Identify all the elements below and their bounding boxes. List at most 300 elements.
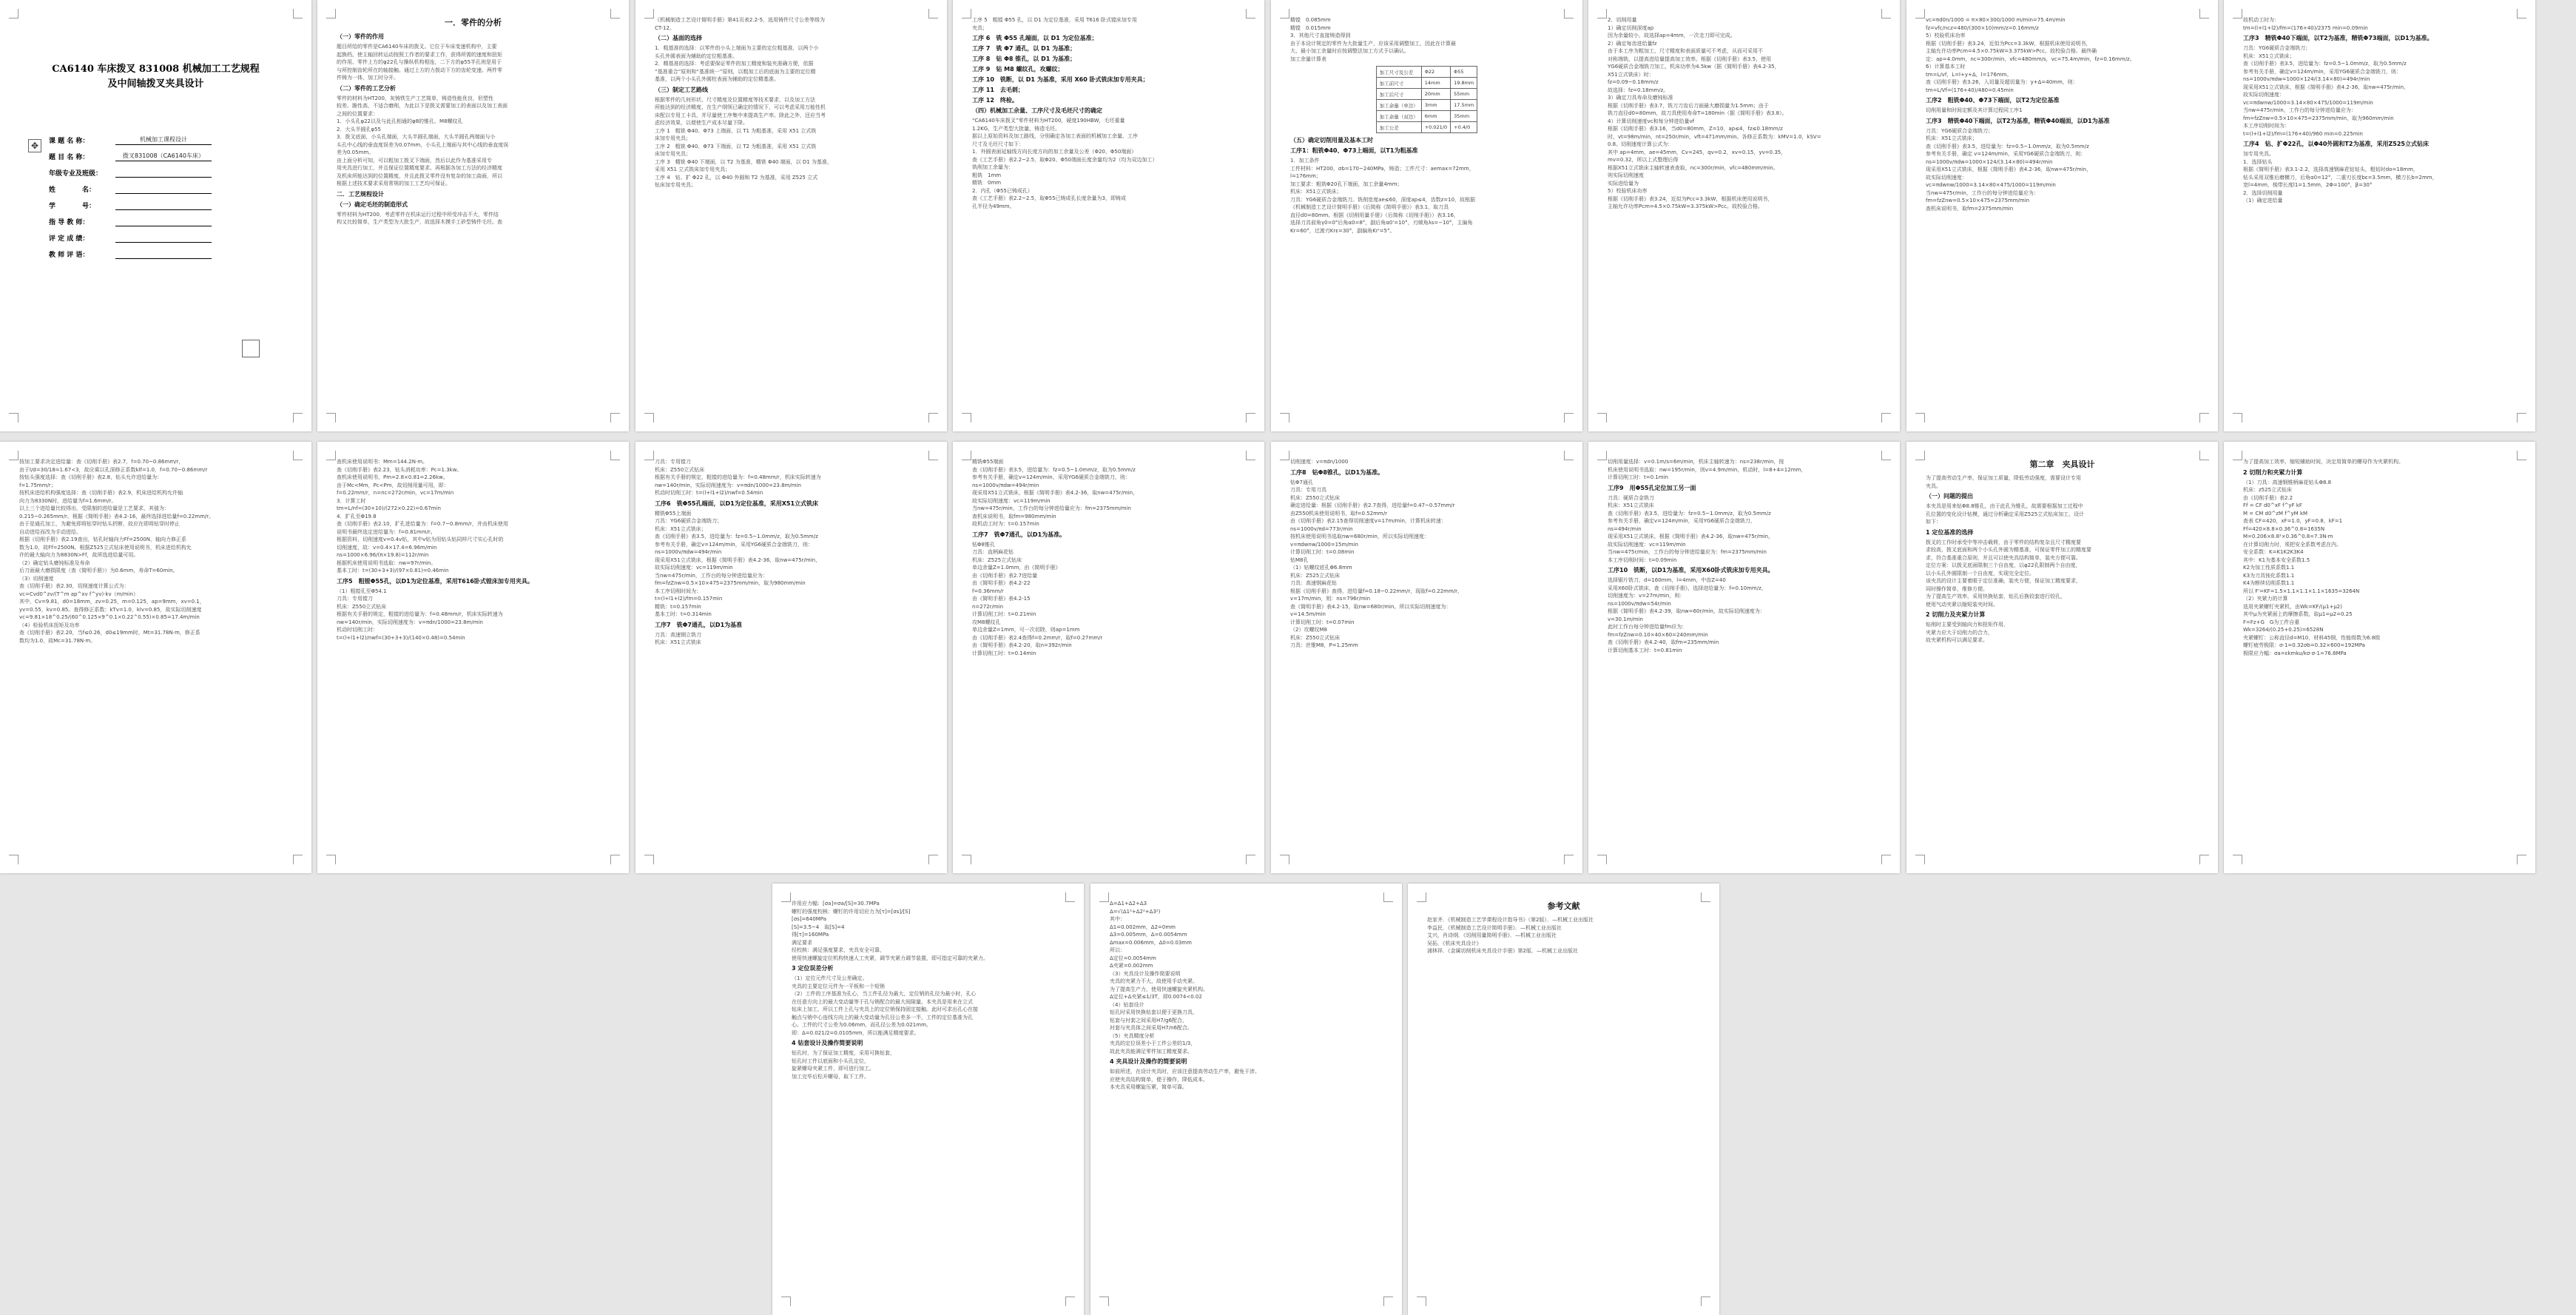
text-line: 据以上原始资料及加工路线，分别确定各加工表面的机械加工余量、工序 xyxy=(972,133,1138,139)
crop-mark xyxy=(644,451,654,460)
text-line: 对称端铣，以提高进给量提高加工效率。根据《切削手册》表3.5，使用 xyxy=(1608,56,1772,62)
table-row xyxy=(1376,89,1477,100)
cover-field-value[interactable] xyxy=(115,201,212,210)
text-line: 查《切削手册》表3.5，进给量为：fz=0.5~1.0mm/z，取为0.5mm/z xyxy=(2243,61,2407,67)
text-line: 根据《切削手册》查得，进给量f=0.18~0.22mm/r，现取f=0.22mm/r， xyxy=(1290,588,1463,594)
crop-mark xyxy=(928,451,938,460)
table-cell: 6mm xyxy=(1421,111,1450,122)
text-line: 钻孔时，为了保证加工精度，采用可换钻套， xyxy=(792,1050,895,1056)
text-line: n=272r/min xyxy=(972,603,1004,610)
text-line: ns=1000v/πdw=1000×124/(3.14×80)=494r/min xyxy=(1926,158,2053,165)
text-line: （2）工件的工序基准为孔心，当工件孔径为最大，定位销的孔径为最小时，孔心 xyxy=(792,991,977,997)
text-line: 单边余量Z=1.0mm，由《简明手册》 xyxy=(972,565,1061,571)
crop-mark xyxy=(293,413,303,423)
text-line: nw=140r/min，实际切削速度为：v=πdn/1000=23.8m/min xyxy=(337,619,483,625)
cover-field-label: 姓 名： xyxy=(49,186,96,194)
text-line: 衬套与夹具体之间采用H7/n6配合。 xyxy=(1110,1025,1193,1031)
text-line: 《机械制造工艺设计简明手册》（后简称《简明手册》）表3.1，取刀具 xyxy=(1290,204,1449,210)
document-page[interactable] xyxy=(0,442,311,873)
text-line: vc=πd0n/1000 = π×80×300/1000 m/min=75.4m/min xyxy=(1926,17,2066,23)
text-line: 根据《切削手册》表3.24，近似为Pcc=3.3kW，根据机床使用说明书， xyxy=(1608,195,1773,202)
text-line: Kr=60°，过渡刃Krε=30°，副偏角Kr'=5°。 xyxy=(1290,227,1395,234)
text-line: 加专用夹具。 xyxy=(2243,151,2274,157)
crop-mark xyxy=(293,451,303,460)
text-line: 加工完毕后松开螺母，取下工件。 xyxy=(792,1073,869,1080)
crop-mark xyxy=(1065,892,1075,902)
section-subheading: 工序8 钻Φ8锥孔，以D1为基准。 xyxy=(1290,468,1384,476)
text-line: 由上面分析可知，可以粗加工拨叉下端面，然后以此作为基准采用专 xyxy=(337,157,492,164)
text-line: 钻M8孔 xyxy=(1290,556,1309,563)
text-line: 由《简明手册》表4.2-20，取n=392r/min xyxy=(972,642,1072,648)
text-line: 床加专用夹具； xyxy=(655,135,691,141)
section-subheading: 3 定位误差分析 xyxy=(792,965,834,972)
document-page[interactable] xyxy=(953,442,1264,873)
text-line: 精铣 0mm xyxy=(972,180,1002,186)
document-page[interactable] xyxy=(317,0,629,431)
text-line: Ff=420×8.8×0.36^0.8=1635N xyxy=(2243,525,2325,532)
text-line: 则实际切削速度 xyxy=(1608,172,1644,178)
text-line: 0.8。切削速度计算公式为： xyxy=(1608,141,1673,147)
text-line: 为了提高生产力，使用快速螺旋夹紧机构。 xyxy=(1110,986,1208,992)
text-line: 根据有关手册的规定，粗镗的进给量为：f=0.48mm/r，机床实际转速为 xyxy=(655,474,821,480)
text-line: Wk=3264/(0.25+0.25)=6528N xyxy=(2243,627,2324,633)
text-line: 夹具。 xyxy=(1926,482,1941,489)
text-line: 刀具：YG6硬质合金端铣刀； xyxy=(655,518,723,524)
document-page[interactable] xyxy=(635,442,947,873)
text-line: 之间的位置要求： xyxy=(337,110,378,117)
crop-mark xyxy=(2517,413,2526,423)
text-line: 计算切削工时：t=0.08min xyxy=(1290,549,1355,555)
document-page[interactable] xyxy=(1090,884,1402,1315)
text-line: 为了提高劳动生产率，保证加工质量，降低劳动强度，需要设计专用 xyxy=(1926,475,2081,481)
section-subheading: 4 夹具设计及操作的简要说明 xyxy=(1110,1058,1187,1065)
crop-mark xyxy=(928,413,938,423)
section-subheading: 二．工艺规程设计 xyxy=(337,190,384,198)
cover-field-value[interactable] xyxy=(115,184,212,194)
text-line: nw=140r/min，实际切削速度为：v=πdn/1000=23.8m/min xyxy=(655,482,801,488)
text-line: 4）计算切削速度vc和每分钟进给量vf xyxy=(1608,118,1695,124)
text-line: 由《简明手册》表4.2-15 xyxy=(972,596,1031,602)
table-row xyxy=(1376,111,1477,122)
document-page[interactable] xyxy=(635,0,947,431)
text-line: 计算切削工时：t=0.07min xyxy=(1290,619,1355,625)
crop-mark xyxy=(1915,413,1925,423)
text-line: 根据《切削手册》表3.7，铣刀刀齿后刀面最大磨损量为1.5mm；由于 xyxy=(1608,102,1769,109)
text-line: 现采用X51立式铣床，根据《简明手册》表4.2-36，取nw=475r/min， xyxy=(1926,167,2092,172)
text-line: M=0.206×8.8²×0.36^0.8=7.3N·m xyxy=(2243,534,2333,539)
crop-mark xyxy=(1881,413,1891,423)
text-line: 如前所述，在设计夹具时，应该注意提高劳动生产率，避免干涉。 xyxy=(1110,1069,1260,1074)
text-line: 1．粗基准的选择：以零件的小头上端面为主要的定位粗基准，以两个小 xyxy=(655,45,819,51)
crop-mark xyxy=(2233,451,2242,460)
text-line: 机床使用说明书选取：nw=195r/min，则v=4.9m/min，机动时，l=8+4=12mm， xyxy=(1608,466,1807,473)
text-line: “CA6140车床拨叉”零件材料为HT200，硬度190HBW，毛坯重量 xyxy=(972,118,1125,124)
crop-mark xyxy=(9,855,18,864)
crop-mark xyxy=(1280,9,1289,19)
section-subheading: 工序 11 去毛刺； xyxy=(972,87,1024,93)
text-line: 床配以专用工卡具，并尽量使工序集中来提高生产率。除此之外，还应当考 xyxy=(655,112,826,118)
text-line: 根据《简明手册》表4.2-39，取nw=60r/min，故实际切削速度为： xyxy=(1608,608,1765,614)
cover-title xyxy=(19,62,292,92)
text-line: 切削用量选择：v=0.1m/s=6m/min，机床主轴转速为：ns=238r/min，按 xyxy=(1608,459,1784,465)
text-line: fm=fzZnw=0.5×10×475=2375mm/min xyxy=(1926,198,2030,204)
text-line: 机床：X51立式铣床； xyxy=(1290,189,1342,195)
text-line: 工序 5 粗镗 Φ55 孔，以 D1 为定位基准，采用 T616 卧式镗床加专用 xyxy=(972,17,1137,23)
text-line: 机动时切削工时： xyxy=(337,627,378,633)
text-line: 根据机床使用说明书选取：nw=97r/min。 xyxy=(337,559,436,566)
text-line: 件铸为一体，加工时分开。 xyxy=(337,75,399,81)
section-subheading: 2 切削力及夹紧力计算 xyxy=(1926,611,1986,618)
table-header-cell: Φ22 xyxy=(1421,67,1450,78)
text-line: 在任意方向上的最大变动量等于孔与销配合的最大间隙量。本夹具是用来在立式 xyxy=(792,998,973,1005)
text-line: “基准重合”原则和“基准统一”原则，以粗加工后的底面为主要的定位精 xyxy=(655,68,816,75)
crop-mark xyxy=(1564,9,1574,19)
text-line: 钻床上加工，所以工件上孔与夹具上的定位销保持固定接触。此时可求出孔心在接 xyxy=(792,1006,978,1012)
cover-page[interactable] xyxy=(0,0,311,431)
text-line: t=(l+l1+l2)/nwf=(30+3+3)/(140×0.48)=0.54min xyxy=(337,634,465,641)
text-line: vc=9.81×18^0.25/(60^0.125×9^0.1×0.22^0.55)×0.85=17.4m/min xyxy=(19,614,200,620)
text-line: 由《简明手册》表4.2-22 xyxy=(972,580,1031,586)
text-line: 头孔外圆表面为辅助的定位粗基准。 xyxy=(655,53,738,59)
text-line: 与所控制齿轮所在的轴接触。通过上方的力拨动下方的齿轮变速。两件零 xyxy=(337,67,502,73)
crop-mark xyxy=(2233,855,2242,864)
crop-mark xyxy=(1881,451,1891,460)
text-line: 吴拓．《机床夹具设计》 xyxy=(1427,940,1482,946)
text-line: 选用夹紧螺钉夹紧机，由Wk=KF/(μ1+μ2) xyxy=(2243,603,2342,610)
text-line: 故实际切削速度： xyxy=(2243,92,2285,98)
text-line: 2．内孔（Φ55已铸成孔） xyxy=(972,187,1033,194)
crop-mark xyxy=(1564,451,1574,460)
text-line: 查《简明手册》表4.2-15，取nw=680r/min。所以实际切削速度为： xyxy=(1290,603,1451,610)
table-resize-handle[interactable] xyxy=(242,340,260,357)
table-row xyxy=(1376,78,1477,89)
text-line: 由《切削手册》表2.7进给量 xyxy=(972,572,1038,579)
text-line: 以上三个进给量比较得出，受限制的进给量是工艺要求，其值为： xyxy=(19,505,169,511)
crop-mark xyxy=(2233,413,2242,423)
text-line: 钻孔时工件以底面和小头孔定位， xyxy=(792,1057,869,1064)
text-line: 当nw=475r/min，工作台的每分钟进给量应为： xyxy=(655,572,768,579)
text-line: 1）确定切削深度ap xyxy=(1608,24,1654,31)
text-line: 由于Mc<Mm，Pc<Pm，故切削用量可用，即： xyxy=(337,482,449,488)
text-line: 题目所给的零件是CA6140车床的拨叉。它位于车床变速机构中，主要 xyxy=(337,44,497,50)
text-line: 3．其他尺寸直接铸造得到 xyxy=(1290,33,1351,38)
crop-mark xyxy=(2199,413,2209,423)
document-page[interactable] xyxy=(1408,884,1719,1315)
document-page[interactable] xyxy=(1271,442,1582,873)
cover-field-label: 学 号： xyxy=(49,203,96,210)
text-line: 5）校验机床功率 xyxy=(1608,188,1648,194)
text-line: tm=L/Vf=(176+40)/480=0.45min xyxy=(1926,87,2014,93)
text-line: 拨叉的工作时承受中等冲击载荷，由于零件的结构复杂且尺寸精度要 xyxy=(1926,539,2081,545)
table-cell: 20mm xyxy=(1421,89,1450,100)
text-line: 精镗 0.085mm xyxy=(1290,17,1331,23)
section-subheading: 工序7 铣Φ7通孔，以D1为基准。 xyxy=(972,531,1066,538)
text-line: （1）刀具：高速钢锥柄麻花钻头Φ8.8 xyxy=(2243,479,2332,485)
cover-field-label: 题 目 名 称： xyxy=(49,154,90,161)
section-subheading: （二）基面的选择 xyxy=(655,35,702,41)
text-line: CT-12。 xyxy=(655,24,675,31)
text-line: 机床：X51立式铣床； xyxy=(2243,53,2295,59)
document-page[interactable] xyxy=(1588,442,1900,873)
text-line: （3）切削速度 xyxy=(19,575,54,582)
text-line: 所以： xyxy=(1110,947,1125,953)
text-line: 较差、脆性高，不适合磨削，为此以下是拨叉需要加工的表面以及加工表面 xyxy=(337,103,508,109)
text-line: 由于l/d=30/18=1.67<3，故应乘以孔深修正系数klf=1.0，f=0.70~0.86mm/r xyxy=(19,466,208,473)
text-line: （3）夹具设计及操作简要说明 xyxy=(1110,970,1181,977)
text-line: 求较高，拨叉底面和两个小头孔外圆为精基准，可保证零件加工的精度要 xyxy=(1926,547,2091,553)
text-line: 刀具：YG6硬质合金端铣刀。铣削宽度ae≤60，深度ap≤4，齿数z=10，故根据 xyxy=(1290,196,1476,203)
text-line: 其中： xyxy=(1110,916,1125,922)
text-line: tm=L/vf，L=l+y+Δ，l=176mm。 xyxy=(1926,71,2012,78)
text-line: 故实际切削速度：vc=119m/min xyxy=(972,497,1051,504)
cover-field-label: 年级专业及班级： xyxy=(49,170,103,178)
section-subheading: （二）零件的工艺分析 xyxy=(337,84,396,92)
text-line: fm=fzZnw=0.5×10×475=2375mm/min，取为960mm/min xyxy=(2243,115,2394,121)
text-line: 采用 X51 立式铣床加专用夹具； xyxy=(655,167,731,172)
text-line: （2）攻螺纹M8 xyxy=(1290,627,1327,633)
text-line: 宽l=4mm，棱带长度l1=1.5mm，2Φ=100°，β=30° xyxy=(2243,182,2373,188)
text-line: 数均为1.0，故Mc=31.78N·m。 xyxy=(19,637,96,644)
section-subheading: （一）确定毛坯的制造形式 xyxy=(337,201,408,208)
text-line: 故机动工时为： xyxy=(2243,17,2279,23)
crop-mark xyxy=(326,451,336,460)
text-line: 参考有关手册，确定v=124m/min，采用YG6硬质合金端铣刀，则： xyxy=(655,541,813,548)
text-line: Δ3=0.005mm，Δ=0.0054mm xyxy=(1110,932,1187,938)
text-line: 求，符合基准重合原则，并且可以使夹具结构简单，装夹方便可靠。 xyxy=(1926,554,2081,561)
crop-mark xyxy=(1701,1296,1710,1306)
text-line: vc=πdwnw/1000=3.14×80×475/1000=119m/min xyxy=(2243,99,2373,106)
text-line: 按钻头强度选择：查《切削手册》表2.8，钻头允许进给量为： xyxy=(19,474,163,480)
text-line: 参考有关手册，确定v=124m/min，采用YG6硬质合金端铣刀，则： xyxy=(972,474,1130,480)
text-line: 0.215~0.265mm/r。根据《简明手册》表4.2-16，最终选择进给量f=0.22mm/r。 xyxy=(19,513,215,519)
crop-mark xyxy=(1280,413,1289,423)
table-cell: +0.021/0 xyxy=(1421,122,1450,133)
text-line: 选择锯片铣刀，d=160mm，l=4mm，中齿Z=40 xyxy=(1608,577,1726,583)
document-page[interactable] xyxy=(953,0,1264,431)
document-page[interactable] xyxy=(1906,0,2218,431)
text-line: 使用快速螺旋定位机构快速人工夹紧，调节夹紧力调节装置，即可指定可靠的夹紧力。 xyxy=(792,955,988,961)
section-subheading: 工序 7 铣 Φ7 通孔，以 D1 为基准； xyxy=(972,45,1076,52)
text-line: 钻床加专用夹具； xyxy=(655,182,696,188)
text-line: Δ定位=0.0054mm xyxy=(1110,955,1156,961)
crop-mark xyxy=(928,855,938,864)
text-line: 孔位置的变化设计钻模，通过分析确定采用Z525立式钻床加工，设计 xyxy=(1926,511,2085,517)
text-line: 现采用X51立式铣床，根据《简明手册》表4.2-36，取nw=475r/min， xyxy=(1608,534,1774,539)
crop-mark xyxy=(781,892,791,902)
text-line: 该夹具的设计主要着眼于定位准确，装夹方便，保证加工精度要求， xyxy=(1926,578,2081,584)
text-line: 即：Δ=0.021/2=0.0105mm，所以能满足精度要求。 xyxy=(792,1029,920,1036)
cover-field-value[interactable] xyxy=(115,249,212,259)
text-line: 计算切削基本工时：t=0.81min xyxy=(1608,647,1682,653)
cover-field-value[interactable]: 机械加工课程设计 xyxy=(115,135,212,145)
allowance-table xyxy=(1376,66,1478,133)
cover-field-value[interactable] xyxy=(115,217,212,226)
text-line: 机床：Z550立式钻床 xyxy=(337,603,387,610)
text-line: 精镗 0.015mm xyxy=(1290,24,1331,31)
crop-mark xyxy=(1881,9,1891,19)
section-subheading: 工序2 粗铣Φ40、Φ73下端面，以T2为定位基准 xyxy=(1926,97,2060,104)
crop-mark xyxy=(962,9,971,19)
text-line: 1．加工条件 xyxy=(1290,158,1320,164)
crop-mark xyxy=(1915,451,1925,460)
crop-mark xyxy=(326,413,336,423)
crop-mark xyxy=(1915,9,1925,19)
text-line: fz=0.09~0.18mm/z xyxy=(1608,79,1659,85)
text-line: 其中 ap=4mm，ae=45mm，Cv=245，qv=0.2，xv=0.15，yv=0.35， xyxy=(1608,149,1787,155)
text-line: 查《切削手册》表4.2-40，取fm=235mm/min xyxy=(1608,639,1719,645)
text-line: v=14.5m/min xyxy=(1290,611,1326,617)
text-line: K3为刀具钝化系数1.1 xyxy=(2243,572,2295,579)
table-move-handle-icon[interactable]: ✥ xyxy=(28,139,41,152)
text-line: 计算切削工时：t=0.14min xyxy=(972,650,1036,656)
text-line: 根据《切削手册》表2.19查出，钻孔时轴向力Ff=2500N，轴向力修正系 xyxy=(19,537,186,542)
text-line: fm=fzZnw=0.10×40×60=240mm/min xyxy=(1608,631,1708,638)
table-cell: 55mm xyxy=(1451,89,1477,100)
page-heading: 参考文献 xyxy=(1547,901,1580,911)
crop-mark xyxy=(326,9,336,19)
text-line: 由《切削手册》表2.2 xyxy=(2243,494,2293,501)
text-line: 由于本设计规定的零件为大批量生产，应该采用调整加工，因此在计算最 xyxy=(1290,40,1456,47)
text-line: 工件材料：HT200，σb=170~240MPa，铸造；工件尺寸：aemax=72mm， xyxy=(1290,165,1474,172)
text-line: 夹紧螺钉：公称直径d=M10，材料45钢，性能级数为6.8级 xyxy=(2243,634,2381,641)
text-line: 选择刀具前角γ0=0°后角α0=8°，副后角α0'=10°，刃倾角λs=−10°，主偏角 xyxy=(1290,220,1473,226)
text-line: 切削速度为：v=27m/min，则： xyxy=(1608,593,1685,599)
text-line: 自动进给而改为手动进给。 xyxy=(19,528,81,535)
text-line: 6）计算基本工时 xyxy=(1926,64,1966,70)
text-line: 查《切削手册》表3.26，入切量及超切量为：y+Δ=40mm，则： xyxy=(1926,79,2078,85)
crop-mark xyxy=(1597,9,1607,19)
text-line: 根据资料，切削速度v=0.4v钻，其中v钻为用钻头钻同样尺寸实心孔时的 xyxy=(337,537,504,542)
text-line: 由Z550机床使用说明书，取f=0.52mm/r xyxy=(1290,510,1387,517)
text-line: tm=(l+l1+l2)/fm=(176+40)/2375 min=0.09min xyxy=(2243,24,2368,31)
text-line: 定：ap=4.0mm，nc=300r/min，vfc=480mm/s，vc=75.4m/min，fz=0.16mm/z。 xyxy=(1926,56,2135,62)
text-line: 计算切削工时：t=0.21min xyxy=(972,611,1036,617)
text-line: [S]=3.5~4 取[S]=4 xyxy=(792,924,845,930)
text-line: 许的最大轴向力为8830N>Ff，故所选进给量可用。 xyxy=(19,552,139,558)
text-line: 切削用量和时间定额及其计算过程同工序1 xyxy=(1926,107,2023,113)
text-line: （2）夹紧力的计算 xyxy=(2243,596,2288,602)
text-line: 刀具：直柄麻花钻 xyxy=(972,549,1014,555)
text-line: 机床：Z525立式钻床 xyxy=(972,556,1022,563)
crop-mark xyxy=(610,9,620,19)
text-line: 故此夹具能满足零件加工精度要求。 xyxy=(1110,1048,1193,1055)
text-line: 李益民．《机械制造工艺设计简明手册》．—机械工业出版社 xyxy=(1427,924,1562,931)
text-line: 铣刀直径d0=80mm，故刀具使用寿命T=180min（据《简明手册》表3.8）。 xyxy=(1608,110,1787,116)
crop-mark xyxy=(1701,892,1710,902)
crop-mark xyxy=(1246,413,1255,423)
text-line: 刀具：专用镗刀 xyxy=(337,596,373,602)
text-line: f=0.22mm/r，n=nc=272r/min，vc=17m/min xyxy=(337,490,454,496)
text-line: 机床：Z550立式钻床 xyxy=(1290,494,1341,501)
text-line: 的作用。零件上方的φ22孔与操纵机构相连，二下方的φ55半孔则是用于 xyxy=(337,59,502,65)
text-line: 大、最小加工余量时应按调整法加工方式予以确认。 xyxy=(1290,48,1409,54)
document-page[interactable] xyxy=(2224,0,2535,431)
crop-mark xyxy=(1383,1296,1393,1306)
text-line: 查《切削手册》表2.30，切削速度计算公式为： xyxy=(19,583,129,589)
cover-field-value[interactable]: 拨叉831008（CA6140车床） xyxy=(115,152,212,161)
table-cell: 加工后尺寸 xyxy=(1376,89,1421,100)
text-line: 机床：X51立式铣床； xyxy=(655,525,707,532)
table-cell: 加工前尺寸 xyxy=(1376,78,1421,89)
text-line: 机床：Z550立式钻床 xyxy=(655,466,705,473)
text-line: 加工余量计算表 xyxy=(1290,56,1326,62)
text-line: 3．计算工时 xyxy=(337,497,366,504)
text-line: v=17m/min，则：ns=796r/min xyxy=(1290,596,1371,602)
text-line: 根据X51立式铣床主轴转速表查取，nc=300r/min，vfc=480mm/min。 xyxy=(1608,164,1778,171)
section-subheading: 工序 9 钻 M8 螺纹孔，攻螺纹； xyxy=(972,66,1064,73)
text-line: 由于本工序为粗加工，尺寸精度和表面质量可不考虑，从而可采用不 xyxy=(1608,48,1763,54)
text-line: 为了提高生产效率，采用快换钻套，钻孔后换铰套进行铰孔， xyxy=(1926,593,2066,599)
crop-mark xyxy=(1417,892,1426,902)
text-line: K4为断续切削系数1.1 xyxy=(2243,580,2295,586)
text-line: ns=1000v/πdw=494r/min xyxy=(972,482,1039,488)
crop-mark xyxy=(1246,855,1255,864)
text-line: 粗铣 1mm xyxy=(972,172,1002,178)
text-line: 许用应力幅：[σa]=σa/[S]=30.7MPa xyxy=(792,901,880,907)
text-line: 本夹具是用来钻Φ8.8锥孔，由于此孔为锥孔，故需要根据加工过程中 xyxy=(1926,503,2083,509)
text-line: 钻Φ8锥孔 xyxy=(972,541,995,548)
crop-mark xyxy=(1099,1296,1109,1306)
cover-title-line: CA6140 车床拨叉 831008 机械加工工艺规程 xyxy=(52,64,260,75)
cover-field-label: 评 定 成 绩： xyxy=(49,235,90,243)
document-page[interactable] xyxy=(2224,442,2535,873)
section-subheading: 工序3 精铣Φ40下端面，以T2为基准，精铣Φ73端面，以D1为基准。 xyxy=(2243,35,2433,41)
text-line: X51立式铣床）时： xyxy=(1608,71,1654,78)
text-line: 查《工艺手册》表2.2~2.5，取Φ55已铸成孔长度余量为3，即铸成 xyxy=(972,195,1126,201)
crop-mark xyxy=(962,855,971,864)
text-line: Δ定位+Δ夹紧≤1/3T，即0.0074<0.02 xyxy=(1110,994,1202,1000)
text-line: ns=1000v/πd=773r/min xyxy=(1290,525,1353,532)
text-line: 查表 CF=420，xF=1.0，yF=0.8，kF=1 xyxy=(2243,518,2343,524)
text-line: 5）校验机床功率 xyxy=(1926,33,1966,38)
section-subheading: （一）零件的作用 xyxy=(337,33,384,40)
cover-field xyxy=(49,161,292,178)
cover-field-value[interactable] xyxy=(115,233,212,243)
text-line: 由《切削手册》表2.15查得切削速度v=17m/min，计算机床转速： xyxy=(1290,518,1446,524)
section-subheading: 工序3 精铣Φ40下端面，以T2为基准，精铣Φ40端面，以D1为基准 xyxy=(1926,117,2110,124)
document-page[interactable] xyxy=(1906,442,2218,873)
cover-field-value[interactable] xyxy=(115,168,212,178)
text-line: 查《切削手册》表3.5，进给量为：fz=0.5~1.0mm/z，取为0.5mm/z xyxy=(655,534,818,539)
crop-mark xyxy=(1564,855,1574,864)
section-subheading: 4 钻套设计及操作简要说明 xyxy=(792,1040,863,1046)
text-line: 本夹具采用螺旋压紧，简单可靠。 xyxy=(1110,1084,1187,1090)
text-line: 由于是通孔加工，为避免即将钻穿时钻头折断，故应在即将钻穿时停止 xyxy=(19,521,180,527)
document-page[interactable] xyxy=(317,442,629,873)
text-line: 按加工要求决定进给量：查《切削手册》表2.7，f=0.70~0.86mm/r， xyxy=(19,459,184,465)
text-line: 本工序切削时间为： xyxy=(2243,123,2290,129)
crop-mark xyxy=(1597,855,1607,864)
document-page[interactable] xyxy=(1588,0,1900,431)
document-page[interactable] xyxy=(1271,0,1582,431)
text-line: （1）定位元件尺寸及公差确定。 xyxy=(792,975,868,981)
text-line: ns=494r/min xyxy=(1608,525,1642,532)
cover-field xyxy=(49,145,292,161)
crop-mark xyxy=(1065,1296,1075,1306)
crop-mark xyxy=(1099,892,1109,902)
text-line: 现采用X51立式铣床，根据《简明手册》表4.2-36，取nw=475r/min， xyxy=(2243,84,2410,90)
text-line: 参考有关手册，确定v=124m/min，采用YG6硬质合金端铣刀， xyxy=(1608,518,1756,524)
document-page[interactable] xyxy=(772,884,1084,1315)
crop-mark xyxy=(644,855,654,864)
crop-mark xyxy=(781,1296,791,1306)
text-line: 查机床说明书，取fm=980mm/min xyxy=(972,513,1056,519)
text-line: 刀具：高速钢麻花钻 xyxy=(1290,580,1337,586)
text-line: 《机械制造工艺设计简明手册》第41页表2.2-5，选用铸件尺寸公差等级为 xyxy=(655,17,826,23)
text-line: 主轴允许功率Pcm=4.5×0.75kW=3.375kW>Pcc。故校验合格。最终确 xyxy=(1926,48,2097,54)
text-line: 同时操作简单，维修方便。 xyxy=(1926,585,1988,592)
crop-mark xyxy=(2199,451,2209,460)
